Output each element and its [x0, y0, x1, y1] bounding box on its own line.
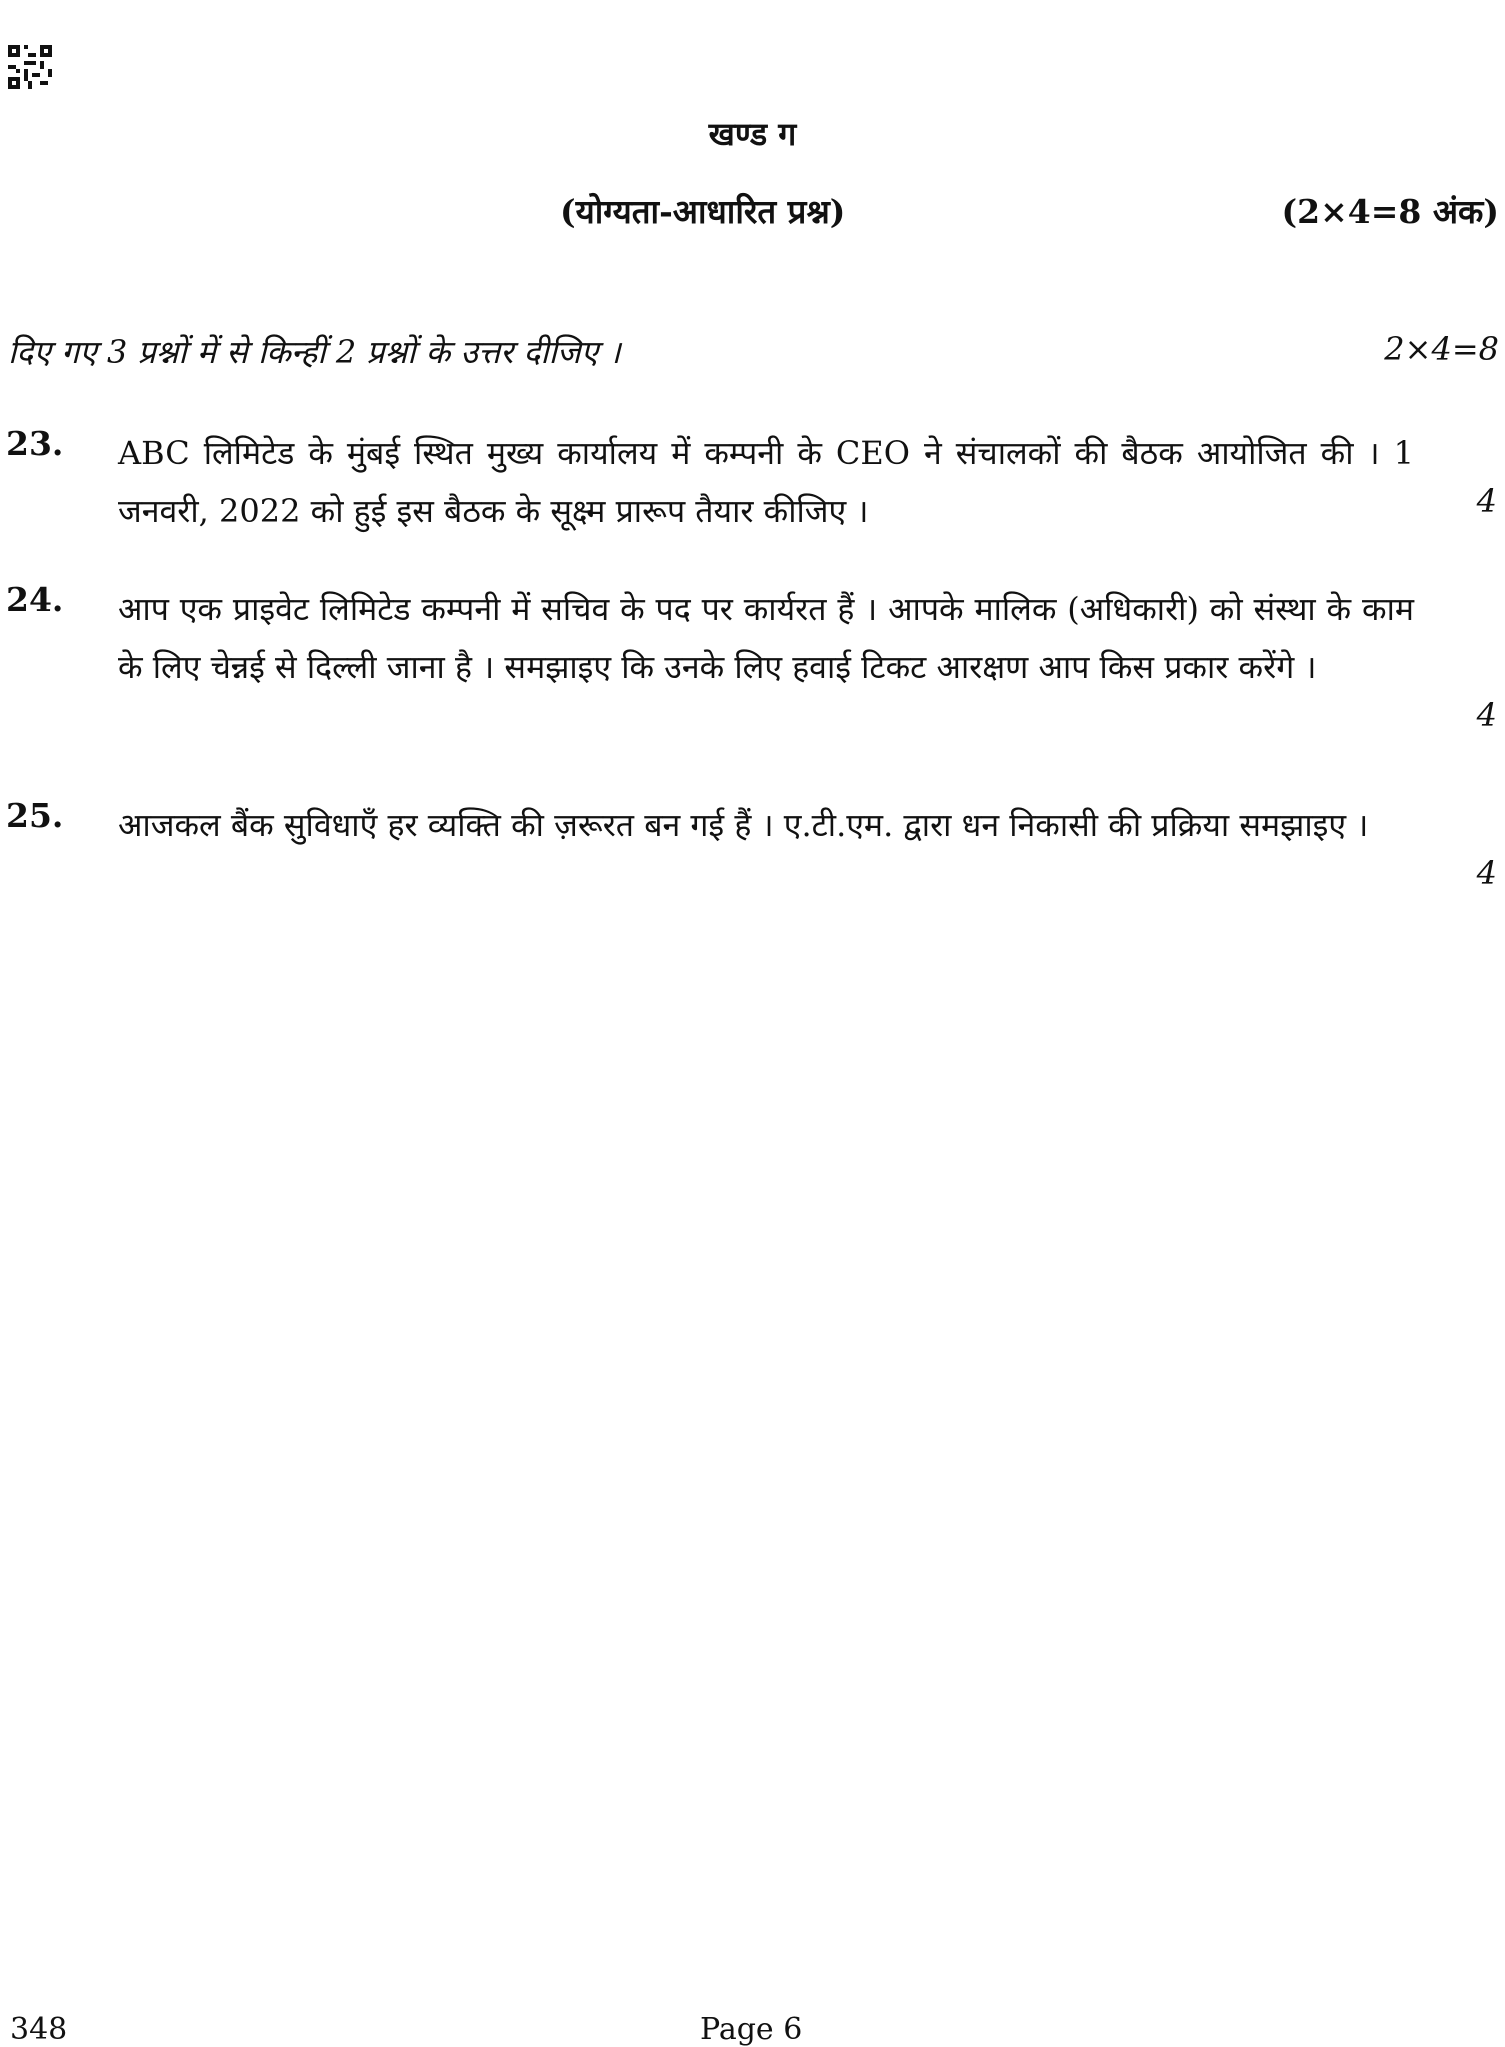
- question-text: ABC लिमिटेड के मुंबई स्थित मुख्य कार्यालय में कम्पनी के CEO ने संचालकों की बैठक आयोजित की । 1 जनवरी, 2022 को हुई इस बैठक के सूक्ष्म प्रारूप तैयार कीजिए ।: [118, 434, 1414, 530]
- question-number: 25.: [6, 796, 64, 835]
- instruction-marks: 2×4=8: [1384, 330, 1499, 368]
- paper-code: 348: [10, 2012, 68, 2047]
- section-marks: (2×4=8 अंक): [1281, 192, 1499, 231]
- question-number: 23.: [6, 424, 64, 463]
- question-marks: 4: [1476, 696, 1497, 734]
- question-marks: 4: [1476, 482, 1497, 520]
- question-text: आजकल बैंक सुविधाएँ हर व्यक्ति की ज़रूरत बन गई हैं । ए.टी.एम. द्वारा धन निकासी की प्रक्रिया समझाइए ।: [118, 806, 1369, 844]
- page-number: Page 6: [700, 2012, 803, 2047]
- section-title: खण्ड ग: [708, 115, 797, 153]
- qr-code-icon: [8, 45, 52, 89]
- question-marks: 4: [1476, 854, 1497, 892]
- section-subtitle: (योग्यता-आधारित प्रश्न): [560, 192, 846, 231]
- question-number: 24.: [6, 580, 64, 619]
- question-text: आप एक प्राइवेट लिमिटेड कम्पनी में सचिव के पद पर कार्यरत हैं । आपके मालिक (अधिकारी) को संस्था के काम के लिए चेन्नई से दिल्ली जाना है । समझाइए कि उनके लिए हवाई टिकट आरक्षण आप किस प्रकार करेंगे ।: [118, 590, 1414, 686]
- instruction-text: दिए गए 3 प्रश्नों में से किन्हीं 2 प्रश्नों के उत्तर दीजिए ।: [8, 333, 621, 371]
